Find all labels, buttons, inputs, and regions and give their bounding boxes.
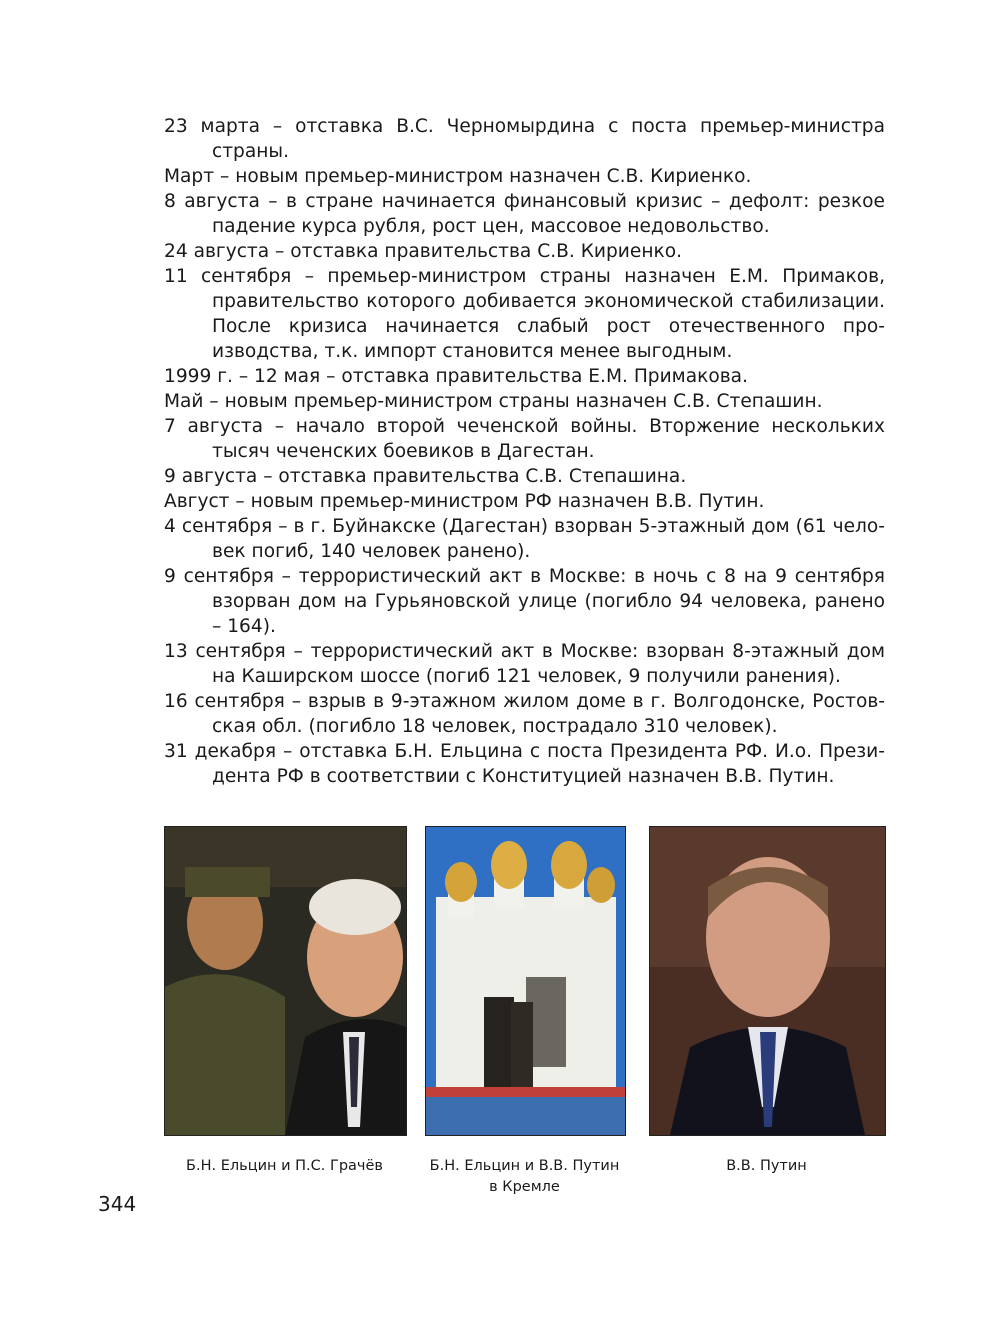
page-number: 344: [98, 1192, 137, 1216]
photo-yeltsin-putin-kremlin: [425, 826, 626, 1136]
chronology-entry: 9 августа – отставка правительства С.В. Степашина.: [164, 466, 687, 487]
chronology-entry: Май – новым премьер-министром страны назначен С.В. Степашин.: [164, 391, 823, 412]
photo-yeltsin-grachev: [164, 826, 407, 1136]
chronology-entry: 4 сентября – в г. Буйнакске (Дагестан) взорван 5-этажный дом (61 человек погиб, 140 человек ранено).: [164, 516, 885, 562]
chronology-entry: 24 августа – отставка правительства С.В. Кириенко.: [164, 241, 682, 262]
chronology-entry: 7 августа – начало второй чеченской войны. Вторжение нескольких тысяч чеченских боевиков в Дагестан.: [164, 416, 885, 462]
chronology-entry: 31 декабря – отставка Б.Н. Ельцина с поста Президента РФ. И.о. Президента РФ в соответствии с Конституцией назначен В.В. Путин.: [164, 741, 885, 787]
chronology-entry: 11 сентября – премьер-министром страны назначен Е.М. Примаков, правительство которого добивается экономической стабилизации. После кризиса начинается слабый рост отечественного производства, т.к. импорт становится менее выгодным.: [164, 266, 885, 362]
chronology-entry: 23 марта – отставка В.С. Черномырдина с поста премьер-министра страны.: [164, 116, 885, 162]
chronology-entry: 8 августа – в стране начинается финансовый кризис – дефолт: резкое падение курса рубля, рост цен, массовое недовольство.: [164, 191, 885, 237]
photo-caption: В.В. Путин: [726, 1158, 807, 1174]
photo-caption: Б.Н. Ельцин и В.В. Путин в Кремле: [429, 1158, 620, 1195]
photo-putin: [649, 826, 886, 1136]
chronology-entry: 9 сентября – террористический акт в Москве: в ночь с 8 на 9 сентября взорван дом на Гурьяновской улице (погибло 94 человека, ранено – 164).: [164, 566, 885, 637]
chronology-list: [164, 114, 885, 789]
chronology-entry: 13 сентября – террористический акт в Москве: взорван 8-этажный дом на Каширском шоссе (погиб 121 человек, 9 получили ранения).: [164, 641, 885, 687]
chronology-entry: 16 сентября – взрыв в 9-этажном жилом доме в г. Волгодонске, Ростовская обл. (погибло 18 человек, пострадало 310 человек).: [164, 691, 885, 737]
chronology-entry: Август – новым премьер-министром РФ назначен В.В. Путин.: [164, 491, 765, 512]
chronology-entry: Март – новым премьер-министром назначен С.В. Кириенко.: [164, 166, 752, 187]
chronology-entry: 1999 г. – 12 мая – отставка правительства Е.М. Примакова.: [164, 366, 748, 387]
photo-caption: Б.Н. Ельцин и П.С. Грачёв: [186, 1158, 383, 1174]
